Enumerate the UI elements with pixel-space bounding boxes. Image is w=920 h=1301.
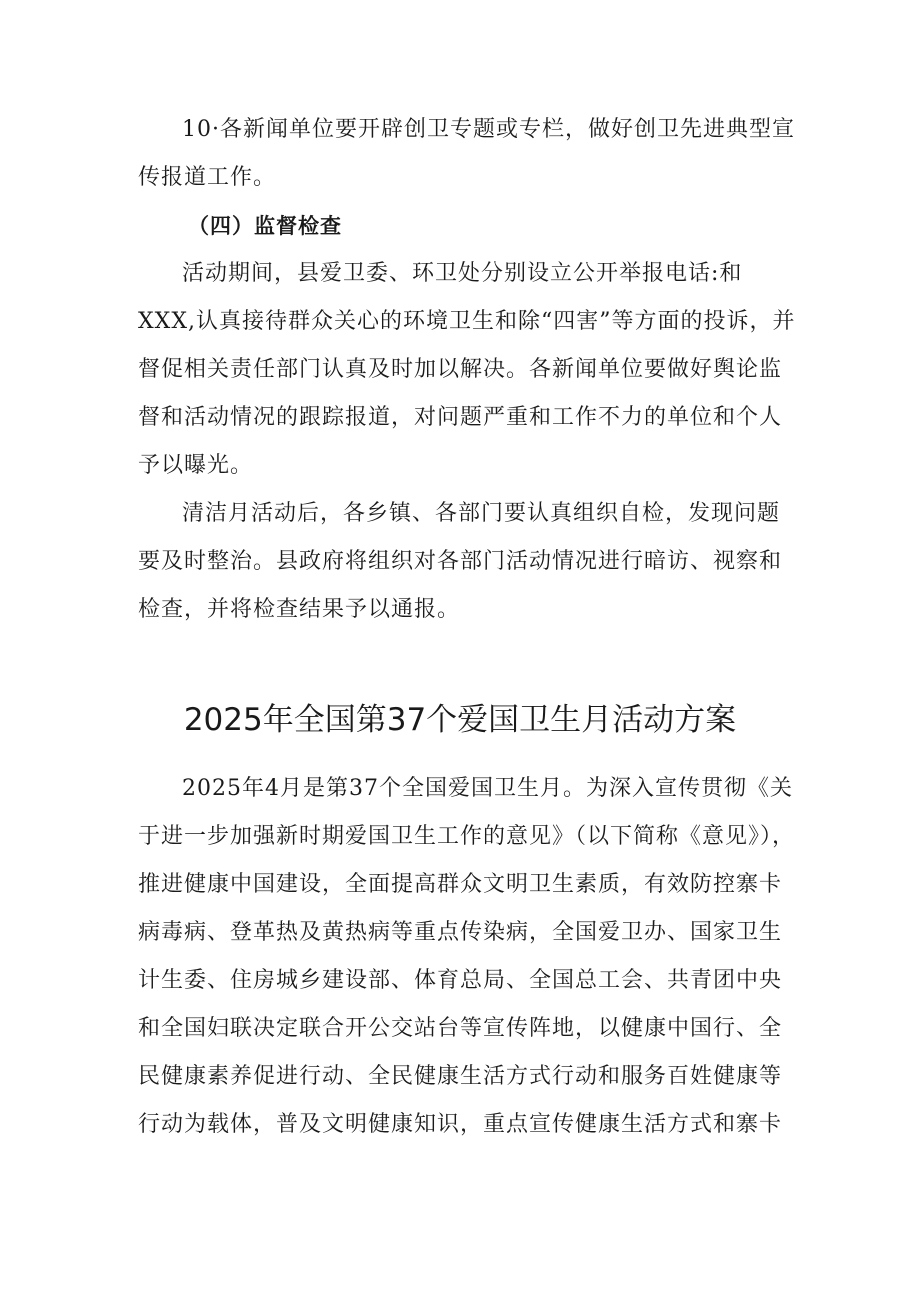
intro-paragraph: 2025年4月是第37个全国爱国卫生月。为深入宣传贯彻《关于进一步加强新时期爱国卫生工作的意见》（以下简称《意见》），推进健康中国建设，全面提高群众文明卫生素质，有效防控寨卡病毒病、登革热及黄热病等重点传染病，全国爱卫办、国家卫生计生委、住房城乡建设部、体育总局、全国总工会、共青团中央和全国妇联决定联合开公交站台等宣传阵地，以健康中国行、全民健康素养促进行动、全民健康生活方式行动和服务百姓健康等行动为载体，普及文明健康知识，重点宣传健康生活方式和寨卡 <box>138 776 796 1137</box>
top-text-section <box>138 106 798 634</box>
post-activity-paragraph: 清洁月活动后，各乡镇、各部门要认真组织自检，发现问题要及时整治。县政府将组织对各部门活动情况进行暗访、视察和检查，并将检查结果予以通报。 <box>138 501 783 622</box>
supervision-paragraph: 活动期间，县爱卫委、环卫处分别设立公开举报电话:和XXX,认真接待群众关心的环境卫生和除“四害”等方面的投诉，并督促相关责任部门认真及时加以解决。各新闻单位要做好舆论监督和活动情况的跟踪报道，对问题严重和工作不力的单位和个人予以曝光。 <box>138 261 796 478</box>
item-10-paragraph: 10·各新闻单位要开辟创卫专题或专栏，做好创卫先进典型宣传报道工作。 <box>138 117 795 190</box>
bottom-text-section <box>138 765 798 1149</box>
document-title: 2025年全国第37个爱国卫生月活动方案 <box>183 702 737 738</box>
supervision-heading: （四）监督检查 <box>188 214 342 238</box>
